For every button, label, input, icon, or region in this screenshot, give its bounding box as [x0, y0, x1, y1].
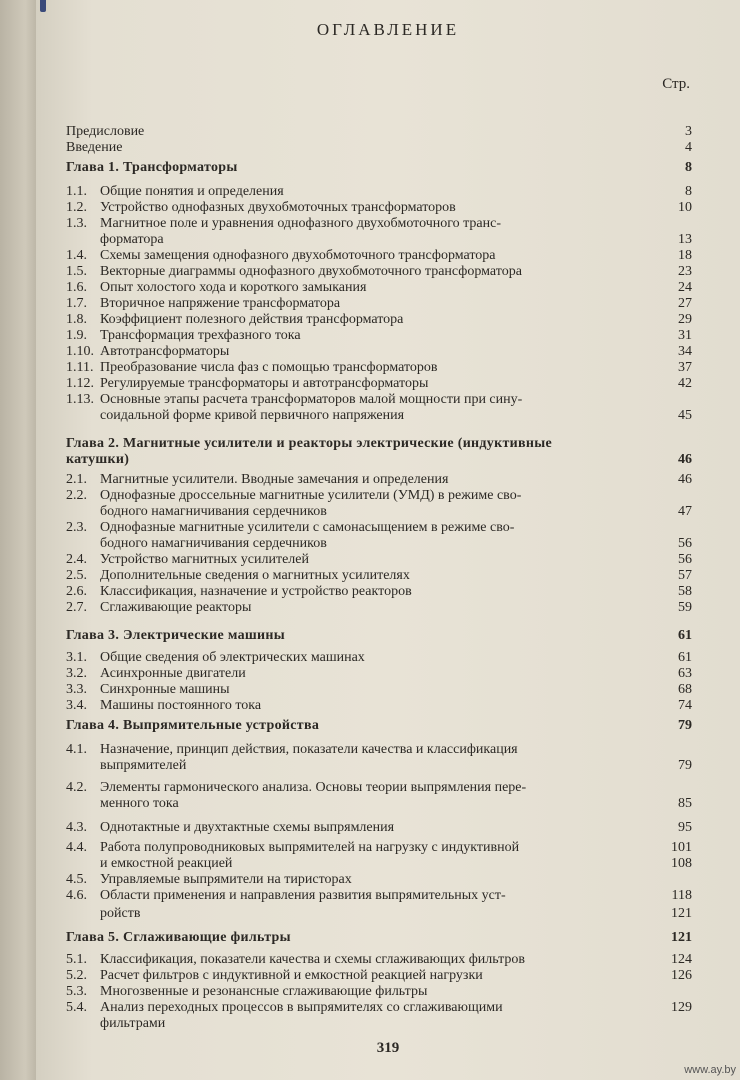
- toc-entry-number: 3.3.: [66, 682, 87, 697]
- toc-entry-number: 1.12.: [66, 376, 94, 391]
- toc-entry-page: 46: [678, 472, 692, 487]
- toc-entry-title: Устройство магнитных усилителей: [100, 552, 310, 567]
- toc-entry-number: 1.9.: [66, 328, 87, 343]
- toc-entry-number: 4.2.: [66, 780, 87, 795]
- toc-entry-number: 1.4.: [66, 248, 87, 263]
- toc-entry-title: Опыт холостого хода и короткого замыкания: [100, 280, 367, 295]
- toc-entry-number: 1.2.: [66, 200, 87, 215]
- toc-entry-title: Векторные диаграммы однофазного двухобмоточного трансформатора: [100, 264, 522, 279]
- toc-entry-title: Многозвенные и резонансные сглаживающие фильтры: [100, 984, 428, 999]
- toc-entry-title: Расчет фильтров с индуктивной и емкостной реакцией нагрузки: [100, 968, 483, 983]
- toc-entry-page: 3: [685, 124, 692, 139]
- toc-entry-number: 2.5.: [66, 568, 87, 583]
- toc-entry-title: Однотактные и двухтактные схемы выпрямления: [100, 820, 395, 835]
- toc-entry-title: соидальной форме кривой первичного напряжения: [100, 408, 405, 423]
- toc-entry-number: 1.5.: [66, 264, 87, 279]
- toc-entry-number: 4.4.: [66, 840, 87, 855]
- toc-entry-page: 63: [678, 666, 692, 681]
- toc-entry-title: Основные этапы расчета трансформаторов малой мощности при сину-: [100, 392, 523, 407]
- toc-entry-page: 118: [671, 888, 692, 903]
- toc-entry-title: Введение: [66, 140, 123, 155]
- toc-entry-page: 34: [678, 344, 692, 359]
- toc-entry-number: 1.13.: [66, 392, 94, 407]
- toc-entry-page: 95: [678, 820, 692, 835]
- toc-entry-title: Регулируемые трансформаторы и автотрансформаторы: [100, 376, 429, 391]
- toc-entry-page: 29: [678, 312, 692, 327]
- toc-entry-page: 42: [678, 376, 692, 391]
- toc-entry-number: 1.10.: [66, 344, 94, 359]
- toc-entry-title: Магнитные усилители. Вводные замечания и определения: [100, 472, 449, 487]
- toc-entry-title: Глава 1. Трансформаторы: [66, 160, 238, 175]
- toc-entry-title: ройств: [100, 906, 141, 921]
- toc-entry-page: 46: [678, 452, 692, 467]
- toc-entry-page: 56: [678, 536, 692, 551]
- toc-entry-number: 1.1.: [66, 184, 87, 199]
- toc-entry-page: 8: [685, 184, 692, 199]
- toc-entry-page: 79: [678, 718, 692, 733]
- toc-entry-page: 4: [685, 140, 692, 155]
- toc-entry-number: 2.3.: [66, 520, 87, 535]
- toc-entry-number: 4.6.: [66, 888, 87, 903]
- toc-entry-title: Глава 3. Электрические машины: [66, 628, 285, 643]
- toc-entry-title: бодного намагничивания сердечников: [100, 536, 327, 551]
- toc-entry-page: 56: [678, 552, 692, 567]
- toc-entry-number: 3.2.: [66, 666, 87, 681]
- toc-entry-number: 1.6.: [66, 280, 87, 295]
- toc-entry-title: Предисловие: [66, 124, 145, 139]
- page-number: 319: [376, 1040, 400, 1056]
- toc-entry-title: Общие понятия и определения: [100, 184, 284, 199]
- toc-entry-page: 61: [678, 628, 692, 643]
- toc-entry-title: Коэффициент полезного действия трансформатора: [100, 312, 404, 327]
- book-spine: [0, 0, 36, 1080]
- toc-entry-title: Однофазные магнитные усилители с самонасыщением в режиме сво-: [100, 520, 515, 535]
- toc-entry-title: фильтрами: [100, 1016, 166, 1031]
- toc-entry-title: форматора: [100, 232, 164, 247]
- toc-entry-title: Работа полупроводниковых выпрямителей на нагрузку с индуктивной: [100, 840, 520, 855]
- toc-entry-title: Общие сведения об электрических машинах: [100, 650, 365, 665]
- toc-entry-number: 2.4.: [66, 552, 87, 567]
- toc-entry-number: 2.6.: [66, 584, 87, 599]
- toc-entry-number: 2.7.: [66, 600, 87, 615]
- toc-entry-page: 13: [678, 232, 692, 247]
- toc-entry-page: 108: [671, 856, 692, 871]
- toc-entry-title: Элементы гармонического анализа. Основы теории выпрямления пере-: [100, 780, 527, 795]
- toc-entry-title: выпрямителей: [100, 758, 187, 773]
- toc-entry-title: и емкостной реакцией: [100, 856, 233, 871]
- toc-entry-page: 74: [678, 698, 692, 713]
- toc-entry-page: 45: [678, 408, 692, 423]
- toc-entry-number: 5.1.: [66, 952, 87, 967]
- toc-entry-page: 85: [678, 796, 692, 811]
- toc-entry-number: 4.5.: [66, 872, 87, 887]
- toc-entry-number: 4.3.: [66, 820, 87, 835]
- toc-entry-page: 57: [678, 568, 692, 583]
- toc-entry-title: Управляемые выпрямители на тиристорах: [100, 872, 352, 887]
- toc-entry-page: 8: [685, 160, 692, 175]
- watermark: www.ay.by: [684, 1064, 736, 1076]
- toc-entry-title: Глава 5. Сглаживающие фильтры: [66, 930, 291, 945]
- toc-entry-page: 124: [671, 952, 692, 967]
- toc-entry-number: 5.3.: [66, 984, 87, 999]
- toc-entry-number: 2.1.: [66, 472, 87, 487]
- toc-entry-number: 1.11.: [66, 360, 94, 375]
- toc-entry-title: Асинхронные двигатели: [100, 666, 246, 681]
- page-column-label: Стр.: [662, 76, 690, 92]
- toc-entry-title: Устройство однофазных двухобмоточных трансформаторов: [100, 200, 456, 215]
- toc-entry-title: Области применения и направления развития выпрямительных уст-: [100, 888, 506, 903]
- toc-entry-title: Синхронные машины: [100, 682, 230, 697]
- toc-entry-page: 58: [678, 584, 692, 599]
- toc-entry-page: 47: [678, 504, 692, 519]
- toc-entry-page: 23: [678, 264, 692, 279]
- toc-entry-title: Сглаживающие реакторы: [100, 600, 252, 615]
- toc-entry-page: 121: [671, 930, 692, 945]
- toc-entry-page: 101: [671, 840, 692, 855]
- toc-entry-title: Дополнительные сведения о магнитных усилителях: [100, 568, 410, 583]
- toc-entry-title: Анализ переходных процессов в выпрямителях со сглаживающими: [100, 1000, 503, 1015]
- toc-entry-page: 79: [678, 758, 692, 773]
- toc-entry-page: 126: [671, 968, 692, 983]
- toc-entry-page: 59: [678, 600, 692, 615]
- toc-entry-title: менного тока: [100, 796, 179, 811]
- toc-entry-title: Машины постоянного тока: [100, 698, 262, 713]
- toc-entry-title: бодного намагничивания сердечников: [100, 504, 327, 519]
- toc-entry-number: 5.4.: [66, 1000, 87, 1015]
- book-page: [36, 0, 740, 1080]
- toc-entry-title: катушки): [66, 452, 130, 467]
- toc-entry-number: 1.7.: [66, 296, 87, 311]
- toc-entry-title: Схемы замещения однофазного двухобмоточного трансформатора: [100, 248, 496, 263]
- toc-entry-number: 2.2.: [66, 488, 87, 503]
- toc-entry-title: Однофазные дроссельные магнитные усилители (УМД) в режиме сво-: [100, 488, 522, 503]
- toc-entry-page: 129: [671, 1000, 692, 1015]
- toc-entry-title: Автотрансформаторы: [100, 344, 230, 359]
- toc-entry-title: Преобразование числа фаз с помощью трансформаторов: [100, 360, 438, 375]
- toc-entry-page: 18: [678, 248, 692, 263]
- toc-entry-page: 10: [678, 200, 692, 215]
- toc-entry-page: 37: [678, 360, 692, 375]
- toc-entry-page: 24: [678, 280, 692, 295]
- page-title: ОГЛАВЛЕНИЕ: [316, 20, 460, 39]
- toc-entry-number: 1.8.: [66, 312, 87, 327]
- toc-entry-page: 121: [671, 906, 692, 921]
- toc-entry-title: Трансформация трехфазного тока: [100, 328, 301, 343]
- toc-entry-page: 27: [678, 296, 692, 311]
- toc-entry-title: Назначение, принцип действия, показатели качества и классификация: [100, 742, 518, 757]
- toc-entry-number: 1.3.: [66, 216, 87, 231]
- toc-entry-number: 5.2.: [66, 968, 87, 983]
- toc-entry-title: Классификация, показатели качества и схемы сглаживающих фильтров: [100, 952, 525, 967]
- toc-entry-page: 68: [678, 682, 692, 697]
- toc-entry-title: Глава 4. Выпрямительные устройства: [66, 718, 320, 733]
- toc-entry-page: 61: [678, 650, 692, 665]
- toc-entry-number: 3.4.: [66, 698, 87, 713]
- toc-entry-number: 4.1.: [66, 742, 87, 757]
- toc-entry-title: Магнитное поле и уравнения однофазного двухобмоточного транс-: [100, 216, 502, 231]
- toc-entry-title: Классификация, назначение и устройство реакторов: [100, 584, 412, 599]
- bookmark-ribbon: [40, 0, 46, 12]
- toc-entry-page: 31: [678, 328, 692, 343]
- toc-entry-title: Вторичное напряжение трансформатора: [100, 296, 341, 311]
- toc-entry-title: Глава 2. Магнитные усилители и реакторы электрические (индуктивные: [66, 436, 552, 451]
- toc-entry-number: 3.1.: [66, 650, 87, 665]
